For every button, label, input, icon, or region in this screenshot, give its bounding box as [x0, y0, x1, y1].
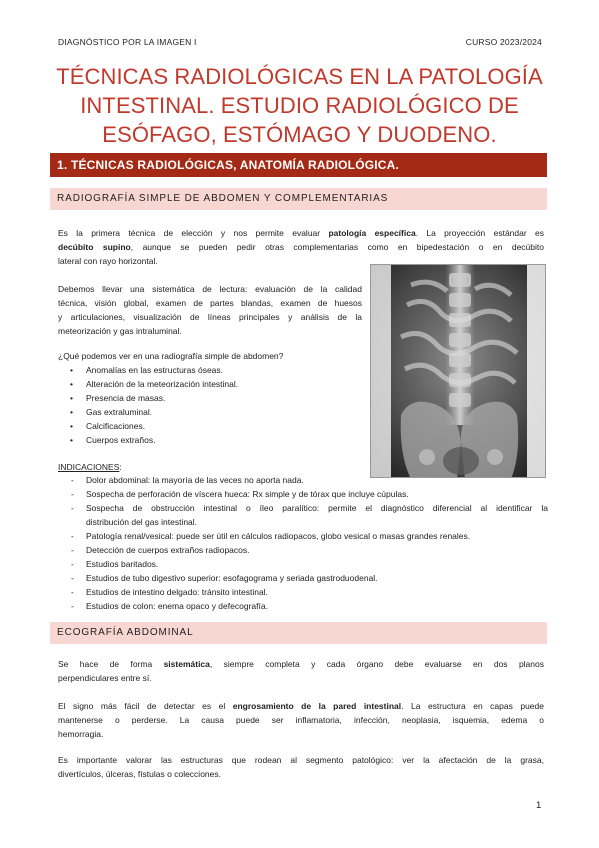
paragraph-lectura: [58, 282, 362, 338]
paragraph-ecografia-2-line-2: mantenerse o perderse. La causa puede ser inflamatoria, infección, neoplasia, isquemia, edema o: [58, 715, 544, 725]
list-item: - Estudios de colon: enema opaco y defecografía.: [58, 599, 548, 613]
paragraph-ecografia-3: [58, 753, 544, 781]
paragraph-ecografia-1-line-1: Se hace de forma sistemática, siempre completa y cada órgano debe evaluarse en dos planos: [58, 659, 544, 669]
header-course-year: CURSO 2023/2024: [465, 37, 542, 47]
list-item: - Estudios de intestino delgado: tránsito intestinal.: [58, 585, 548, 599]
indications-heading: INDICACIONES:: [58, 462, 122, 472]
title-line-1: TÉCNICAS RADIOLÓGICAS EN LA PATOLOGÍA: [56, 64, 543, 89]
title-line-3: ESÓFAGO, ESTÓMAGO Y DUODENO.: [102, 122, 497, 147]
page-number: 1: [536, 800, 542, 811]
paragraph-lectura-line-4: meteorización y gas intraluminal.: [58, 326, 182, 336]
bold-patologia-especifica: patología específica: [328, 228, 416, 238]
paragraph-intro-line-1: Es la primera técnica de elección y nos permite evaluar patología específica. La proyección estándar es: [58, 228, 545, 238]
page-title: [40, 62, 559, 149]
paragraph-ecografia-1-line-2: perpendiculares entre sí.: [58, 673, 152, 683]
indications-label: INDICACIONES: [58, 462, 120, 472]
list-item: - Sospecha de obstrucción intestinal o íleo paralítico: permite el diagnóstico diferencial al identificar la: [58, 501, 548, 515]
paragraph-lectura-line-1: Debemos llevar una sistemática de lectura: evaluación de la calidad: [58, 284, 362, 294]
list-item: - Detección de cuerpos extraños radiopacos.: [58, 543, 548, 557]
paragraph-ecografia-2: [58, 699, 544, 741]
paragraph-ecografia-2-line-1: El signo más fácil de detectar es el engrosamiento de la pared intestinal. La estructura en capas puede: [58, 701, 544, 711]
paragraph-ecografia-1: [58, 657, 544, 685]
abdominal-xray-image: [370, 264, 546, 478]
list-item: • Gas extraluminal.: [58, 405, 238, 419]
list-item: - Estudios de tubo digestivo superior: esofagograma y seriada gastroduodenal.: [58, 571, 548, 585]
list-item: - Sospecha de perforación de víscera hueca: Rx simple y de tórax que incluye cúpulas.: [58, 487, 548, 501]
list-item: - Estudios baritados.: [58, 557, 548, 571]
paragraph-lectura-line-2: técnica, visión global, examen de partes blandas, examen de huesos: [58, 298, 362, 308]
paragraph-ecografia-3-line-1: Es importante valorar las estructuras que rodean al segmento patológico: ver la afectación de la grasa,: [58, 755, 544, 765]
paragraph-intro-line-2: decúbito supino, aunque se pueden pedir otras complementarias como en bipedestación o en decúbito: [58, 242, 544, 252]
title-line-2: INTESTINAL. ESTUDIO RADIOLÓGICO DE: [80, 93, 519, 118]
list-item: • Calcificaciones.: [58, 419, 238, 433]
list-item-continuation: distribución del gas intestinal.: [86, 517, 198, 527]
list-item: • Presencia de masas.: [58, 391, 238, 405]
list-item: - Dolor abdominal: la mayoría de las veces no aporta nada.: [58, 473, 548, 487]
list-item: • Anomalías en las estructuras óseas.: [58, 363, 238, 377]
list-item: • Alteración de la meteorización intestinal.: [58, 377, 238, 391]
paragraph-lectura-line-3: y articulaciones, visualización de líneas principales y análisis de la: [58, 312, 362, 322]
subheading-ecografia: ECOGRAFÍA ABDOMINAL: [50, 622, 547, 644]
list-item: - Patología renal/vesical: puede ser útil en cálculos radiopacos, globo vesical o masas grandes renales.: [58, 529, 548, 543]
question-text: ¿Qué podemos ver en una radiografía simple de abdomen?: [58, 351, 284, 361]
paragraph-ecografia-2-line-3: hemorragia.: [58, 729, 104, 739]
section-heading-1: 1. TÉCNICAS RADIOLÓGICAS, ANATOMÍA RADIOLÓGICA.: [50, 153, 547, 177]
paragraph-ecografia-3-line-2: divertículos, úlceras, fístulas o colecciones.: [58, 769, 221, 779]
bold-sistematica: sistemática: [163, 659, 210, 669]
findings-list: [58, 363, 238, 447]
paragraph-intro: [58, 226, 544, 268]
list-item: • Cuerpos extraños.: [58, 433, 238, 447]
header-course-name: DIAGNÓSTICO POR LA IMAGEN I: [58, 37, 197, 47]
bold-engrosamiento: engrosamiento de la pared intestinal: [232, 701, 402, 711]
bold-decubito-supino: decúbito supino: [58, 242, 131, 252]
paragraph-intro-line-3: lateral con rayo horizontal.: [58, 256, 158, 266]
indications-list: [58, 473, 548, 613]
subheading-radiografia: RADIOGRAFÍA SIMPLE DE ABDOMEN Y COMPLEMENTARIAS: [50, 188, 547, 210]
